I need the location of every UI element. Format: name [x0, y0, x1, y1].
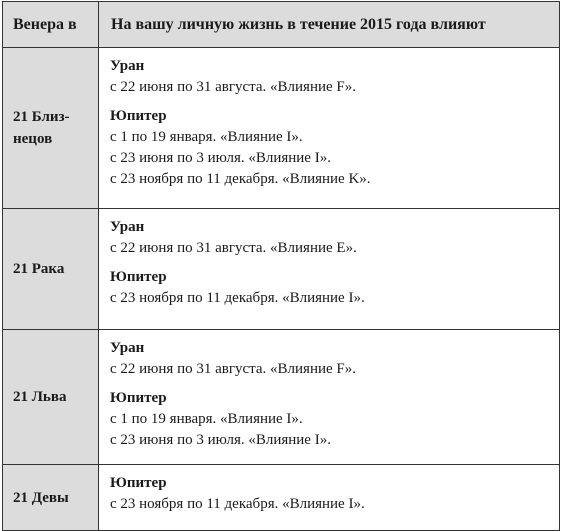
period-line: с 23 ноября по 11 декабря. «Влияние K».: [110, 171, 371, 187]
sign-label: 21 Рака: [13, 261, 65, 277]
planet-name: Уран: [110, 219, 145, 235]
sign-label: 21 Девы: [13, 489, 69, 506]
header-venus-in: Венера в: [3, 2, 99, 48]
period-line: с 1 по 19 января. «Влияние I».: [110, 411, 303, 427]
period-line: с 23 июня по 3 июля. «Влияние I».: [110, 150, 331, 166]
influence-cell: [99, 330, 560, 465]
table-row: [3, 330, 560, 465]
period-line: с 1 по 19 января. «Влияние I».: [110, 129, 303, 145]
table-row: [3, 209, 560, 330]
influence-table: [2, 1, 560, 531]
header-influences: На вашу личную жизнь в течение 2015 года влияют: [99, 2, 560, 48]
planet-name: Юпитер: [110, 108, 167, 124]
period-line: с 23 ноября по 11 декабря. «Влияние I».: [110, 496, 365, 512]
planet-name: Юпитер: [110, 475, 167, 491]
influence-cell: [99, 209, 560, 330]
period-line: с 23 июня по 3 июля. «Влияние I».: [110, 432, 331, 448]
sign-label: нецов: [13, 131, 53, 147]
table-header-row: [3, 2, 560, 48]
sign-cell: [3, 465, 99, 531]
planet-block: [110, 217, 551, 259]
table-row: [3, 465, 560, 531]
planet-name: Юпитер: [110, 390, 167, 406]
planet-block: [110, 338, 551, 380]
sign-cell: [3, 48, 99, 209]
planet-name: Юпитер: [110, 269, 167, 285]
planet-name: Уран: [110, 340, 145, 356]
period-line: с 23 ноября по 11 декабря. «Влияние I».: [110, 290, 365, 306]
influence-cell: [99, 48, 560, 209]
planet-block: [110, 388, 551, 451]
period-line: с 22 июня по 31 августа. «Влияние F».: [110, 79, 357, 95]
planet-block: [110, 56, 551, 98]
sign-cell: [3, 209, 99, 330]
period-line: с 22 июня по 31 августа. «Влияние E».: [110, 240, 357, 256]
influence-cell: [99, 465, 560, 531]
planet-block: [110, 267, 551, 309]
planet-block: [110, 106, 551, 190]
sign-label: 21 Близ-: [13, 109, 70, 125]
planet-name: Уран: [110, 58, 145, 74]
table-row: [3, 48, 560, 209]
period-line: с 22 июня по 31 августа. «Влияние F».: [110, 361, 357, 377]
sign-label: 21 Льва: [13, 389, 67, 405]
sign-cell: [3, 330, 99, 465]
planet-block: [110, 473, 551, 515]
